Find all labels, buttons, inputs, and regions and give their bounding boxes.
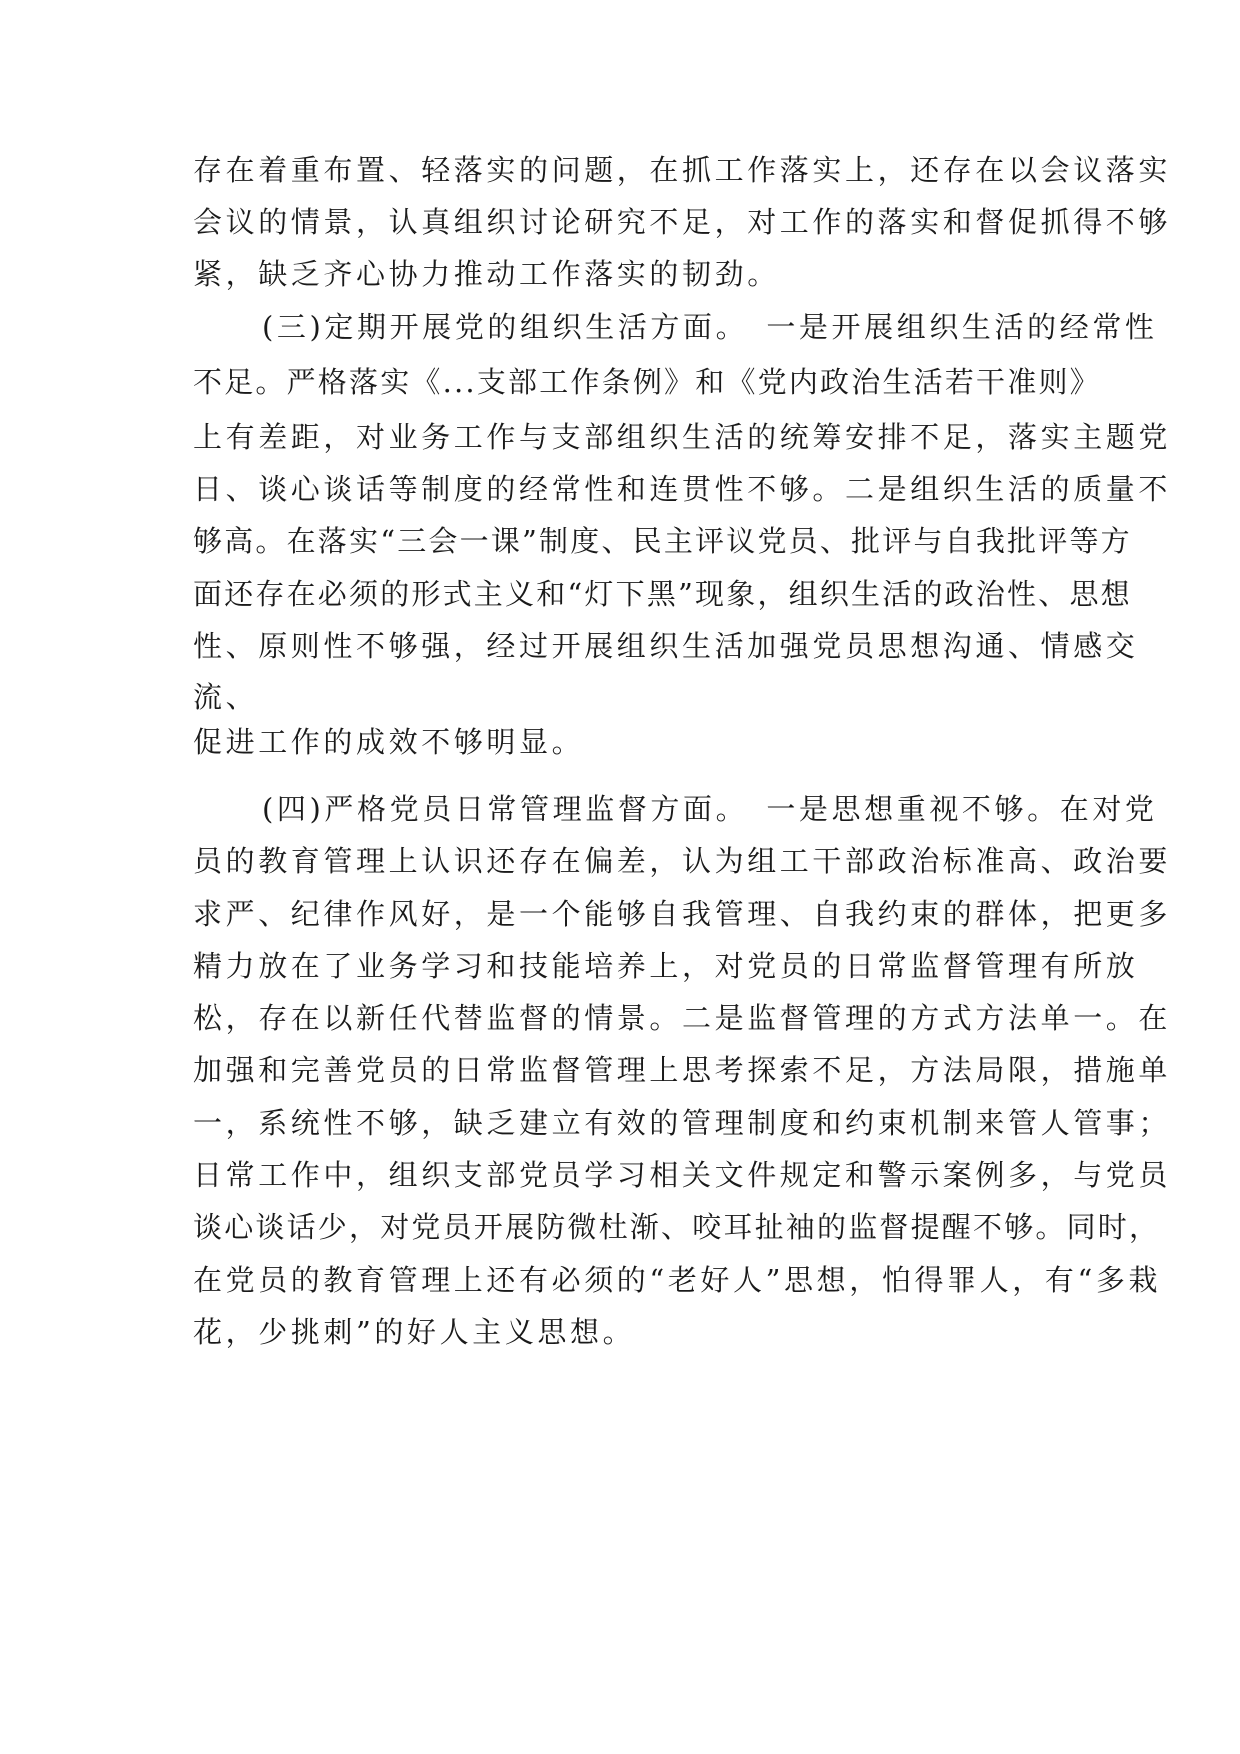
text-line: 加强和完善党员的日常监督管理上思考探索不足，方法局限，措施单: [193, 1053, 1172, 1087]
text-line: 面还存在必须的形式主义和“灯下黑”现象，组织生活的政治性、思想: [193, 577, 1132, 611]
text-line: 谈心谈话少，对党员开展防微杜渐、咬耳扯袖的监督提醒不够。同时，: [193, 1210, 1161, 1244]
text-line: 够高。在落实“三会一课”制度、民主评议党员、批评与自我批评等方: [193, 524, 1132, 558]
text-line: 促进工作的成效不够明显。: [193, 725, 585, 759]
text-line: 松，存在以新任代替监督的情景。二是监督管理的方式方法单一。在: [193, 1001, 1172, 1035]
text-line: 日、谈心谈话等制度的经常性和连贯性不够。二是组织生活的质量不: [193, 472, 1172, 506]
text-line: 性、原则性不够强，经过开展组织生活加强党员思想沟通、情感交: [193, 629, 1139, 663]
text-line: 流、: [193, 680, 259, 714]
text-line: 紧，缺乏齐心协力推动工作落实的韧劲。: [193, 257, 780, 291]
section-heading-three: (三)定期开展党的组织生活方面。 一是开展组织生活的经常性: [262, 310, 1158, 344]
text-line: 上有差距，对业务工作与支部组织生活的统筹安排不足，落实主题党: [193, 420, 1172, 454]
text-line: 会议的情景，认真组织讨论研究不足，对工作的落实和督促抓得不够: [193, 205, 1172, 239]
text-line: 日常工作中，组织支部党员学习相关文件规定和警示案例多，与党员: [193, 1158, 1172, 1192]
text-line: 花，少挑刺”的好人主义思想。: [193, 1315, 636, 1349]
text-line: 不足。严格落实《...支部工作条例》和《党内政治生活若干准则》: [193, 365, 1101, 399]
text-line: 员的教育管理上认识还存在偏差，认为组工干部政治标准高、政治要: [193, 844, 1172, 878]
text-line: 精力放在了业务学习和技能培养上，对党员的日常监督管理有所放: [193, 949, 1139, 983]
text-line: 一，系统性不够，缺乏建立有效的管理制度和约束机制来管人管事；: [193, 1106, 1172, 1140]
text-line: 求严、纪律作风好，是一个能够自我管理、自我约束的群体，把更多: [193, 897, 1172, 931]
section-heading-four: (四)严格党员日常管理监督方面。 一是思想重视不够。在对党: [262, 792, 1158, 826]
text-line: 存在着重布置、轻落实的问题，在抓工作落实上，还存在以会议落实: [193, 153, 1172, 187]
text-line: 在党员的教育管理上还有必须的“老好人”思想，怕得罪人，有“多栽: [193, 1263, 1162, 1297]
